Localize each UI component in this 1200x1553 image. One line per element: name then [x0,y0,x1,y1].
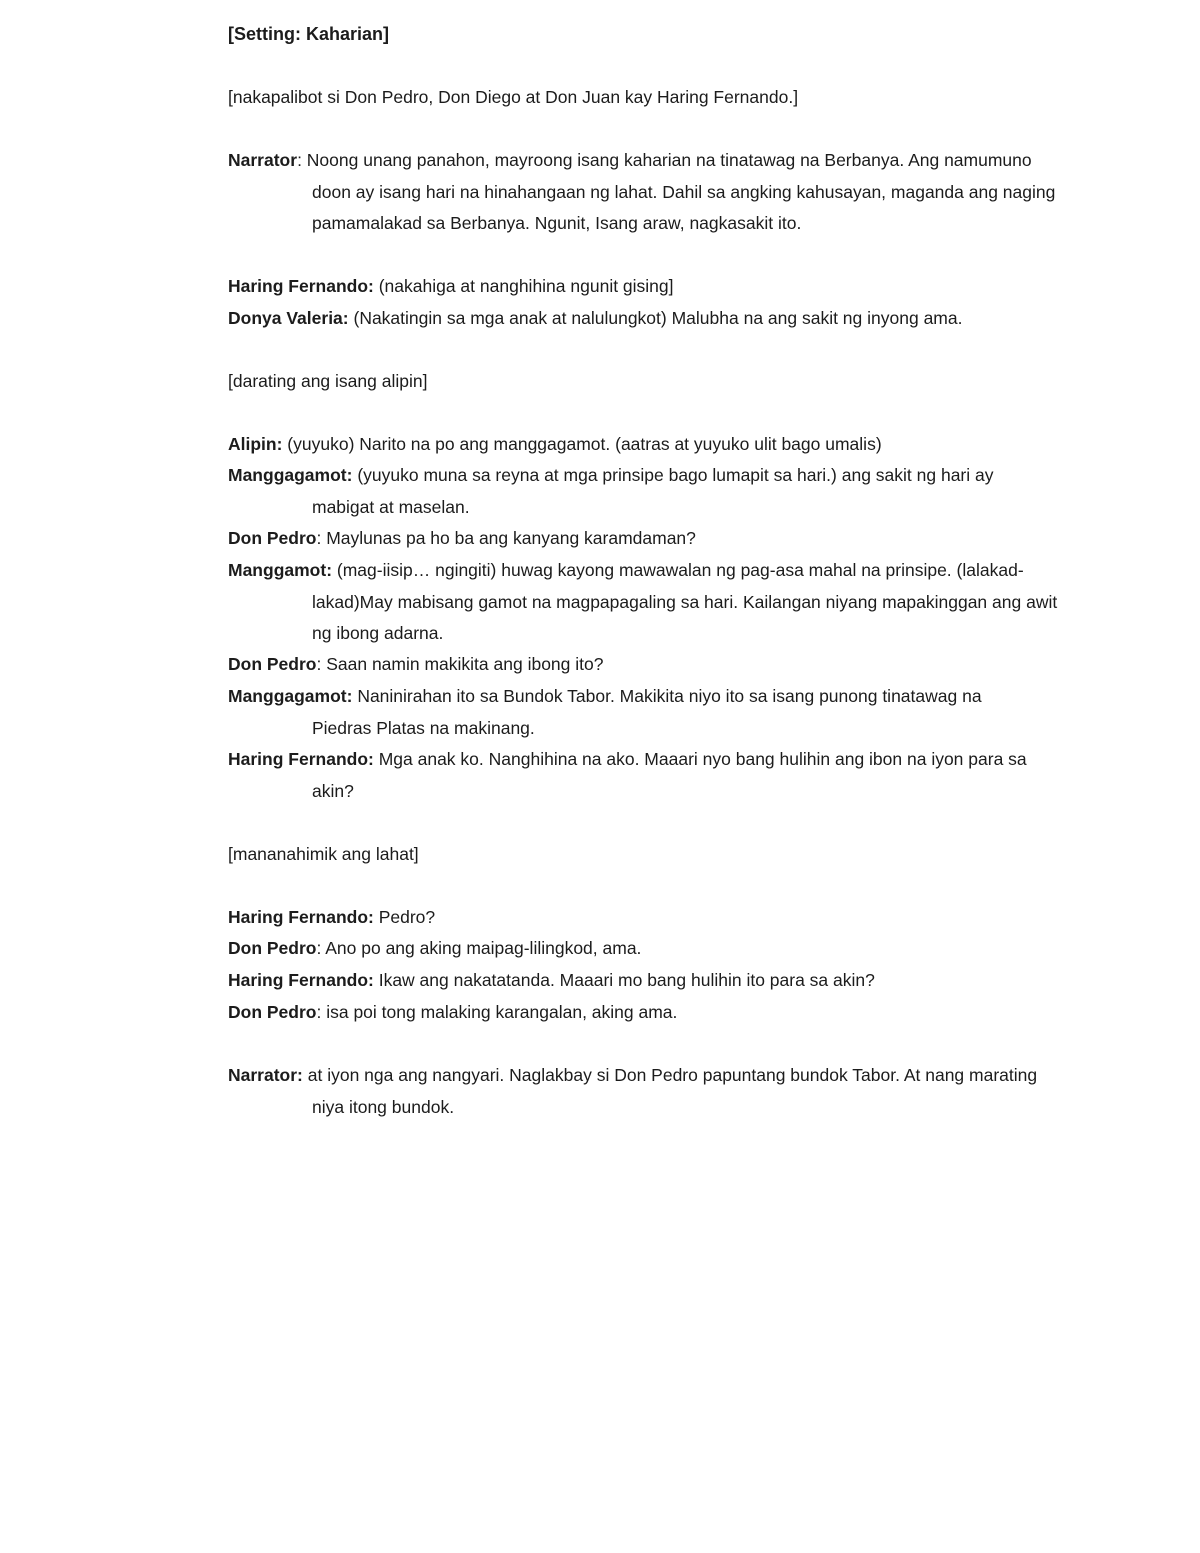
speaker-separator: : [297,150,307,170]
stage-direction-2 [228,366,1096,398]
stage-direction-1 [228,82,1096,114]
speaker-name: Don Pedro [228,1002,317,1022]
dialogue-pedro-2 [228,649,1096,681]
dialogue-line: Pedro? [373,907,436,927]
dialogue-line: : isa poi tong malaking karangalan, aking ama. [316,1002,678,1022]
dialogue-line: Mga anak ko. Nanghihina na ako. Maaari nyo bang hulihin ang ibon na iyon para sa [373,749,1027,769]
dialogue-manggagamot-1 [228,460,1096,523]
dialogue-haring-4 [228,965,1096,997]
speaker-name: Haring Fernando: [228,276,374,296]
dialogue-pedro-4 [228,997,1096,1029]
dialogue-line: Piedras Platas na makinang. [312,717,535,738]
setting-text: [Setting: Kaharian] [228,24,390,44]
dialogue-line: niya itong bundok. [312,1096,455,1117]
dialogue-narrator-2 [228,1060,1096,1123]
stage-direction-text: [darating ang isang alipin] [228,371,428,391]
dialogue-line: (mag-iisip… ngingiti) huwag kayong mawawalan ng pag-asa mahal na prinsipe. (lalakad- [332,560,1024,580]
speaker-name: Don Pedro [228,654,317,674]
dialogue-haring-3 [228,902,1096,934]
dialogue-manggamot-2 [228,555,1096,650]
dialogue-line: mabigat at maselan. [312,496,470,517]
speaker-name: Don Pedro [228,938,317,958]
speaker-name: Donya Valeria: [228,308,349,328]
dialogue-line: (nakahiga at nanghihina ngunit gising] [373,276,674,296]
dialogue-haring-1 [228,271,1096,303]
stage-direction-text: [mananahimik ang lahat] [228,844,419,864]
dialogue-line: : Maylunas pa ho ba ang kanyang karamdaman? [316,528,696,548]
dialogue-pedro-1 [228,523,1096,555]
speaker-name: Narrator: [228,1065,303,1085]
dialogue-line: at iyon nga ang nangyari. Naglakbay si Don Pedro papuntang bundok Tabor. At nang marating [302,1065,1038,1085]
dialogue-manggagamot-3 [228,681,1096,744]
speaker-name: Haring Fernando: [228,970,374,990]
dialogue-line: (Nakatingin sa mga anak at nalulungkot) Malubha na ang sakit ng inyong ama. [348,308,963,328]
dialogue-line: Ikaw ang nakatatanda. Maaari mo bang hulihin ito para sa akin? [373,970,875,990]
dialogue-alipin-1 [228,429,1096,461]
dialogue-line: Naninirahan ito sa Bundok Tabor. Makikita niyo ito sa isang punong tinatawag na [352,686,982,706]
speaker-name: Don Pedro [228,528,317,548]
dialogue-line: pamamalakad sa Berbanya. Ngunit, Isang araw, nagkasakit ito. [312,213,802,234]
dialogue-donya-1 [228,303,1096,335]
setting-heading [228,19,1096,51]
speaker-name: Narrator [228,150,298,170]
dialogue-line: lakad)May mabisang gamot na magpapagaling sa hari. Kailangan niyang mapakinggan ang awit [312,591,1058,612]
dialogue-line: ng ibong adarna. [312,623,444,644]
speaker-name: Manggamot: [228,560,333,580]
dialogue-haring-2 [228,744,1096,807]
dialogue-line: (yuyuko) Narito na po ang manggagamot. (aatras at yuyuko ulit bago umalis) [282,434,882,454]
stage-direction-3 [228,839,1096,871]
dialogue-line: akin? [312,780,354,801]
dialogue-narrator-1 [228,145,1096,240]
dialogue-pedro-3 [228,933,1096,965]
speaker-name: Haring Fernando: [228,749,374,769]
speaker-name: Manggagamot: [228,465,353,485]
dialogue-line: : Ano po ang aking maipag-lilingkod, ama. [316,938,642,958]
speaker-name: Manggagamot: [228,686,353,706]
dialogue-line: Noong unang panahon, mayroong isang kaharian na tinatawag na Berbanya. Ang namumuno [306,150,1032,170]
speaker-name: Haring Fernando: [228,907,374,927]
dialogue-line: (yuyuko muna sa reyna at mga prinsipe bago lumapit sa hari.) ang sakit ng hari ay [352,465,994,485]
dialogue-line: : Saan namin makikita ang ibong ito? [316,654,604,674]
stage-direction-text: [nakapalibot si Don Pedro, Don Diego at Don Juan kay Haring Fernando.] [228,87,799,107]
speaker-name: Alipin: [228,434,283,454]
dialogue-line: doon ay isang hari na hinahangaan ng lahat. Dahil sa angking kahusayan, maganda ang naging [312,181,1056,202]
